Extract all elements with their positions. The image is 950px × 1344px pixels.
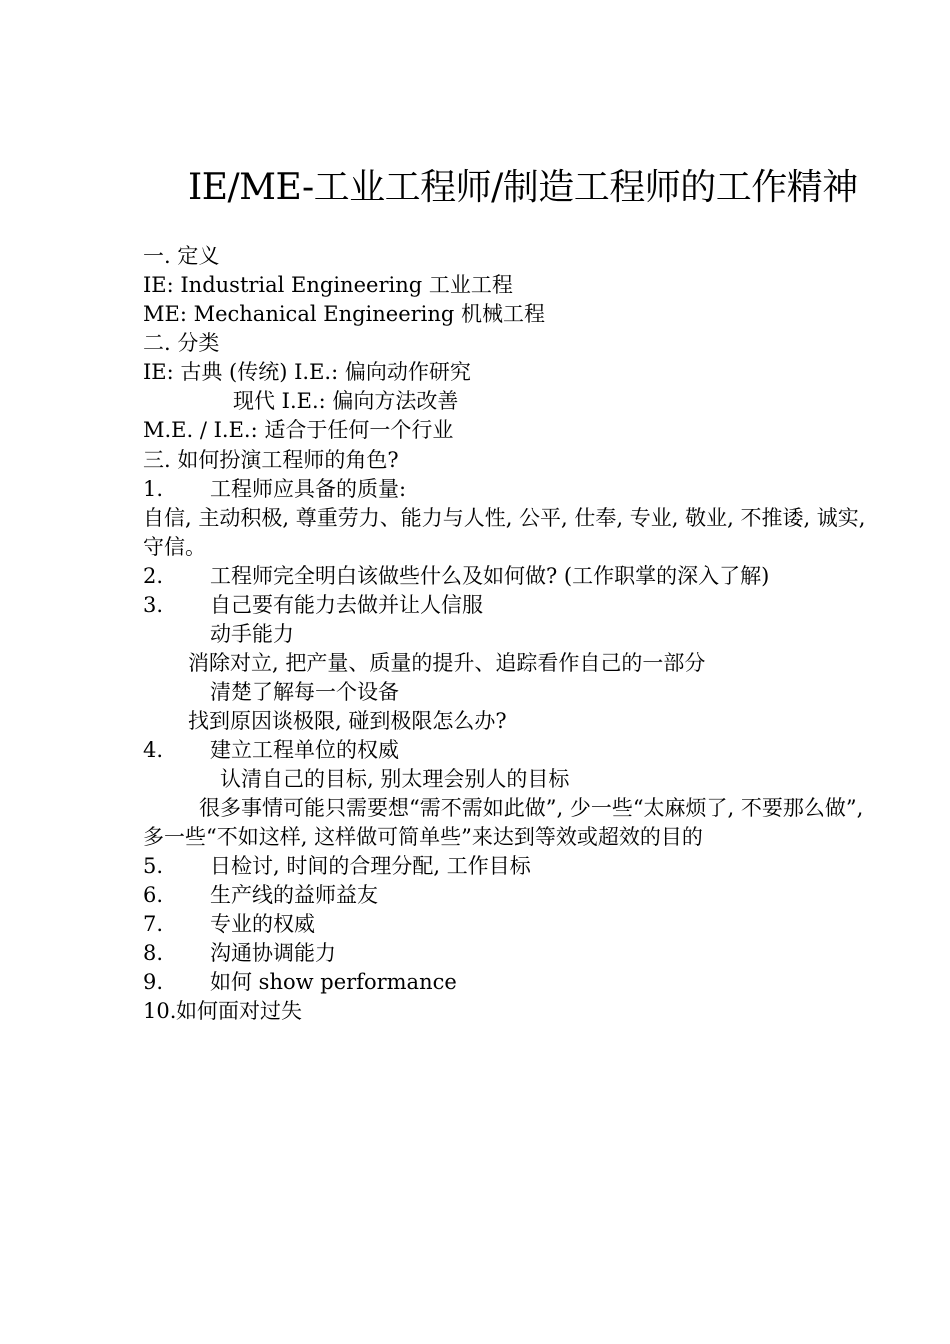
list-item-1 — [143, 475, 893, 504]
list-item-number: 4. — [143, 738, 164, 762]
list-item-number: 5. — [143, 854, 164, 878]
item-3-sub-1: 动手能力 — [210, 622, 294, 646]
list-item-text: 如何 show performance — [210, 970, 457, 994]
list-item-number: 1. — [143, 477, 164, 501]
item-1-detail: 自信, 主动积极, 尊重劳力、能力与人性, 公平, 仕奉, 专业, 敬业, 不推诿, 诚实, 守信。 — [143, 506, 866, 559]
list-item-number: 3. — [143, 593, 164, 617]
list-item-4 — [143, 736, 893, 765]
list-item-text: 自己要有能力去做并让人信服 — [210, 593, 483, 617]
list-item-8 — [143, 939, 893, 968]
list-item-number: 2. — [143, 564, 164, 588]
list-item-text: 生产线的益师益友 — [210, 883, 378, 907]
list-item-9 — [143, 968, 893, 997]
list-item-3 — [143, 591, 893, 620]
list-item-text: 工程师完全明白该做些什么及如何做? (工作职掌的深入了解) — [210, 564, 770, 588]
ie-definition: IE: Industrial Engineering 工业工程 — [143, 273, 513, 297]
list-item-text: 建立工程单位的权威 — [210, 738, 399, 762]
list-item-text: 专业的权威 — [210, 912, 315, 936]
list-item-5 — [143, 852, 893, 881]
ie-modern-line: 现代 I.E.: 偏向方法改善 — [233, 389, 459, 413]
list-item-number: 7. — [143, 912, 164, 936]
list-item-10 — [143, 997, 893, 1026]
list-item-7 — [143, 910, 893, 939]
item-3-sub-2: 消除对立, 把产量、质量的提升、追踪看作自己的一部分 — [188, 651, 706, 675]
list-item-6 — [143, 881, 893, 910]
item-3-sub-4: 找到原因谈极限, 碰到极限怎么办? — [188, 709, 507, 733]
section-2-heading: 二. 分类 — [143, 331, 220, 355]
me-definition: ME: Mechanical Engineering 机械工程 — [143, 302, 546, 326]
list-item-number: 8. — [143, 941, 164, 965]
me-ie-industry-line: M.E. / I.E.: 适合于任何一个行业 — [143, 418, 454, 442]
item-4-sub-1: 认清自己的目标, 别太理会别人的目标 — [220, 767, 570, 791]
list-item-number: 10. — [143, 999, 177, 1023]
list-item-text: 沟通协调能力 — [210, 941, 336, 965]
list-item-number: 9. — [143, 970, 164, 994]
section-1-heading: 一. 定义 — [143, 244, 220, 268]
list-item-text: 工程师应具备的质量: — [210, 477, 407, 501]
list-item-text: 如何面对过失 — [176, 999, 302, 1023]
ie-classic-line: IE: 古典 (传统) I.E.: 偏向动作研究 — [143, 360, 471, 384]
list-item-number: 6. — [143, 883, 164, 907]
item-3-sub-3: 清楚了解每一个设备 — [210, 680, 399, 704]
list-item-2 — [143, 562, 893, 591]
section-3-heading: 三. 如何扮演工程师的角色? — [143, 448, 399, 472]
list-item-text: 日检讨, 时间的合理分配, 工作目标 — [210, 854, 531, 878]
item-4-sub-2: 很多事情可能只需要想“需不需如此做”, 少一些“太麻烦了, 不要那么做”, 多一些“不如这样, 这样做可简单些”来达到等效或超效的目的 — [143, 796, 864, 849]
page-title: IE/ME-工业工程师/制造工程师的工作精神 — [188, 167, 858, 208]
